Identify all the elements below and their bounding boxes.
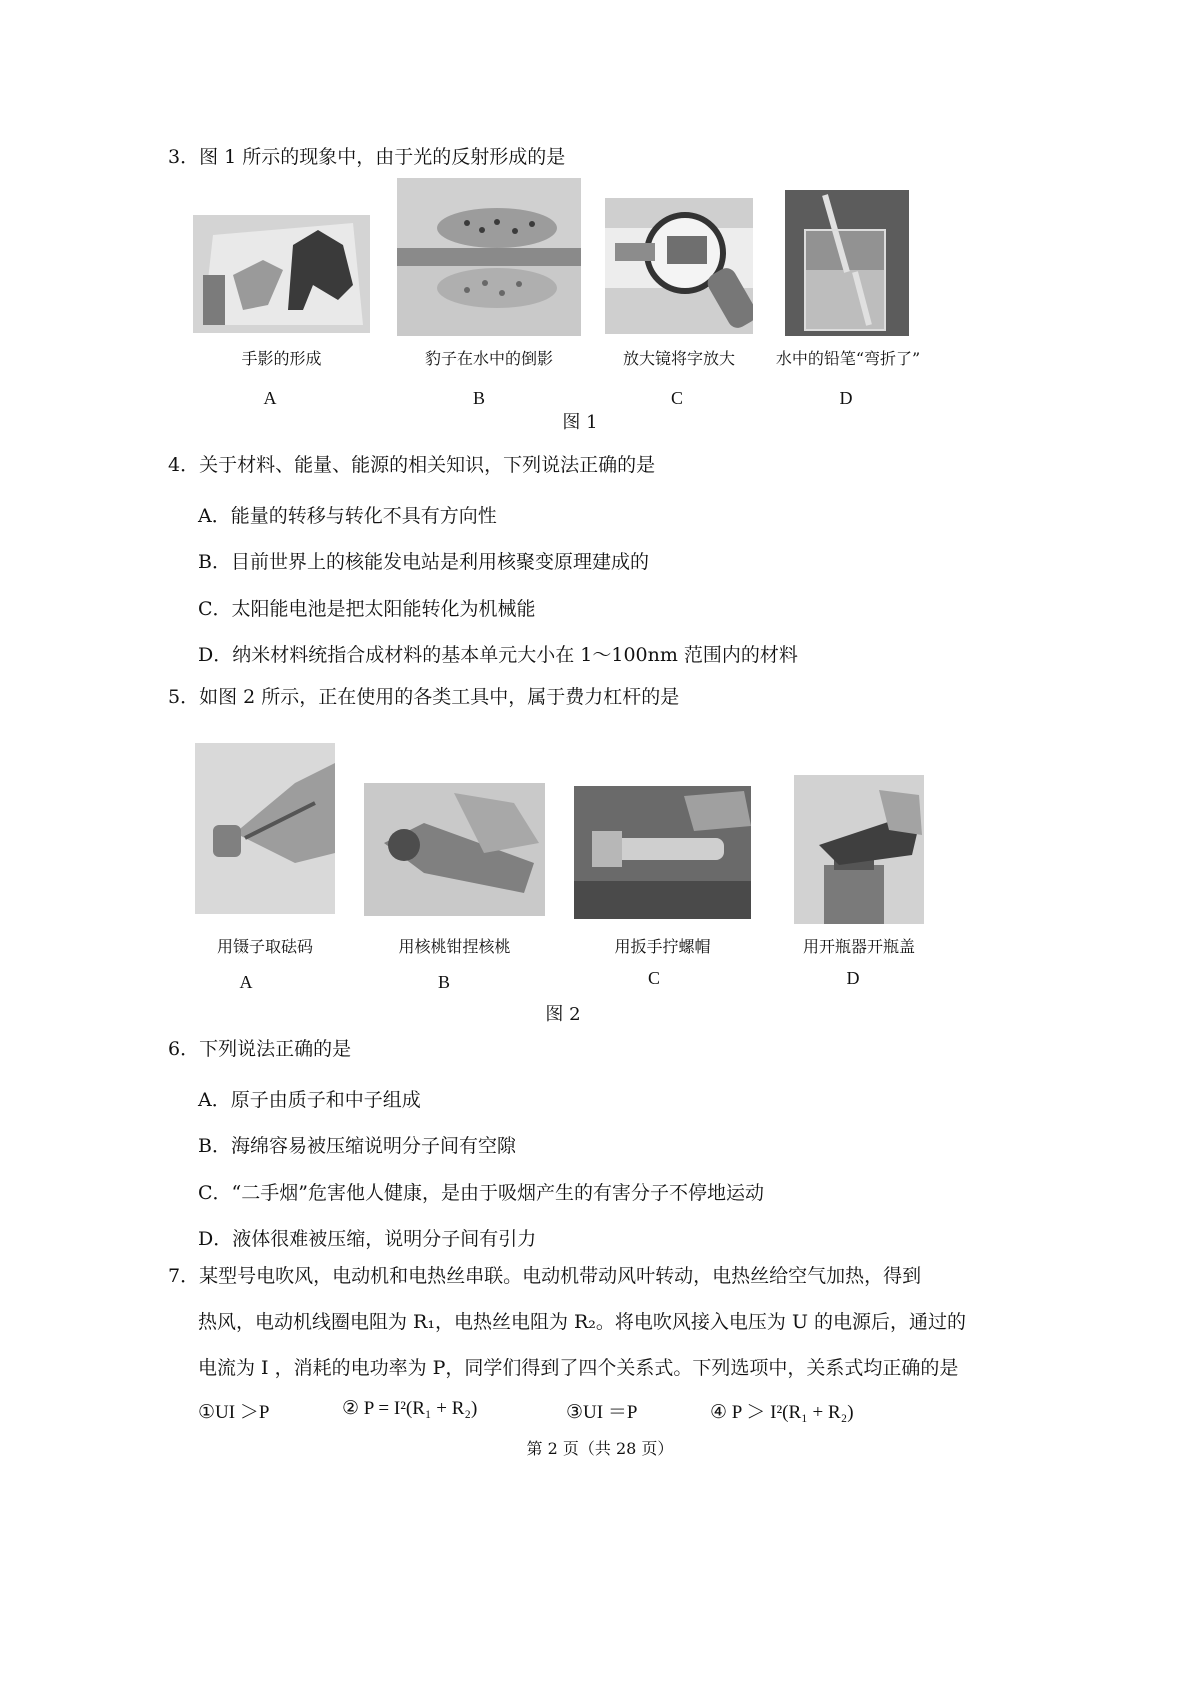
q7-formula-3: ③UI ＝P	[566, 1402, 638, 1423]
q5-letter-d: D	[846, 968, 860, 988]
q5-caption-a: 用镊子取砝码	[216, 937, 313, 956]
magnifier-photo	[605, 198, 753, 334]
q3-stem: 3．图 1 所示的现象中，由于光的反射形成的是	[168, 146, 566, 168]
q3-caption-c: 放大镜将字放大	[622, 349, 735, 368]
q3-caption-d: 水中的铅笔“弯折了”	[775, 349, 921, 368]
q3-caption-b: 豹子在水中的倒影	[424, 349, 553, 368]
q5-caption-c: 用扳手拧螺帽	[614, 937, 711, 956]
q7-formula-4: ④ P ＞ I²(R₁ + R₂)	[710, 1402, 854, 1423]
q6-option-c: C．“二手烟”危害他人健康，是由于吸烟产生的有害分子不停地运动	[198, 1182, 764, 1204]
tweezers-photo	[195, 743, 335, 914]
figure-2-label: 图 2	[545, 1004, 581, 1025]
bottle-opener-photo	[794, 775, 924, 924]
q3-letter-b: B	[472, 388, 485, 408]
q3-letter-c: C	[670, 388, 683, 408]
q7-line-3: 电流为 I ，消耗的电功率为 P，同学们得到了四个关系式。下列选项中，关系式均正确的是	[198, 1357, 959, 1379]
wrench-photo	[574, 786, 751, 919]
q4-option-d: D．纳米材料统指合成材料的基本单元大小在 1～100nm 范围内的材料	[198, 644, 798, 666]
page-footer: 第 2 页（共 28 页）	[526, 1439, 674, 1458]
hand-shadow-photo	[193, 215, 370, 333]
q6-option-a: A．原子由质子和中子组成	[198, 1089, 421, 1111]
q6-stem: 6．下列说法正确的是	[168, 1038, 352, 1060]
q3-letter-a: A	[263, 388, 277, 408]
pencil-in-water-photo	[785, 190, 909, 336]
q4-option-b: B．目前世界上的核能发电站是利用核聚变原理建成的	[198, 551, 649, 573]
q7-formula-2: ② P = I²(R₁ + R₂)	[342, 1398, 478, 1419]
q7-line-2: 热风，电动机线圈电阻为 R₁，电热丝电阻为 R₂。将电吹风接入电压为 U 的电源后，通过的	[198, 1311, 967, 1333]
q3-letter-d: D	[839, 388, 853, 408]
leopard-reflection-photo	[397, 178, 581, 336]
q4-option-a: A．能量的转移与转化不具有方向性	[198, 505, 497, 527]
q7-line-1: 7．某型号电吹风，电动机和电热丝串联。电动机带动风叶转动，电热丝给空气加热，得到	[168, 1265, 922, 1287]
q5-caption-d: 用开瓶器开瓶盖	[802, 937, 915, 956]
q4-stem: 4．关于材料、能量、能源的相关知识，下列说法正确的是	[168, 454, 656, 476]
nutcracker-photo	[364, 783, 545, 916]
q5-letter-c: C	[647, 968, 660, 988]
figure-1-label: 图 1	[562, 412, 598, 433]
q5-caption-b: 用核桃钳捏核桃	[398, 937, 511, 956]
q5-stem: 5．如图 2 所示，正在使用的各类工具中，属于费力杠杆的是	[168, 686, 680, 708]
q3-caption-a: 手影的形成	[241, 349, 322, 368]
q4-option-c: C．太阳能电池是把太阳能转化为机械能	[198, 598, 536, 620]
q5-letter-a: A	[239, 972, 253, 992]
q5-letter-b: B	[437, 972, 450, 992]
q6-option-d: D．液体很难被压缩，说明分子间有引力	[198, 1228, 537, 1250]
q6-option-b: B．海绵容易被压缩说明分子间有空隙	[198, 1135, 516, 1157]
q7-formula-1: ①UI ＞P	[198, 1402, 270, 1423]
